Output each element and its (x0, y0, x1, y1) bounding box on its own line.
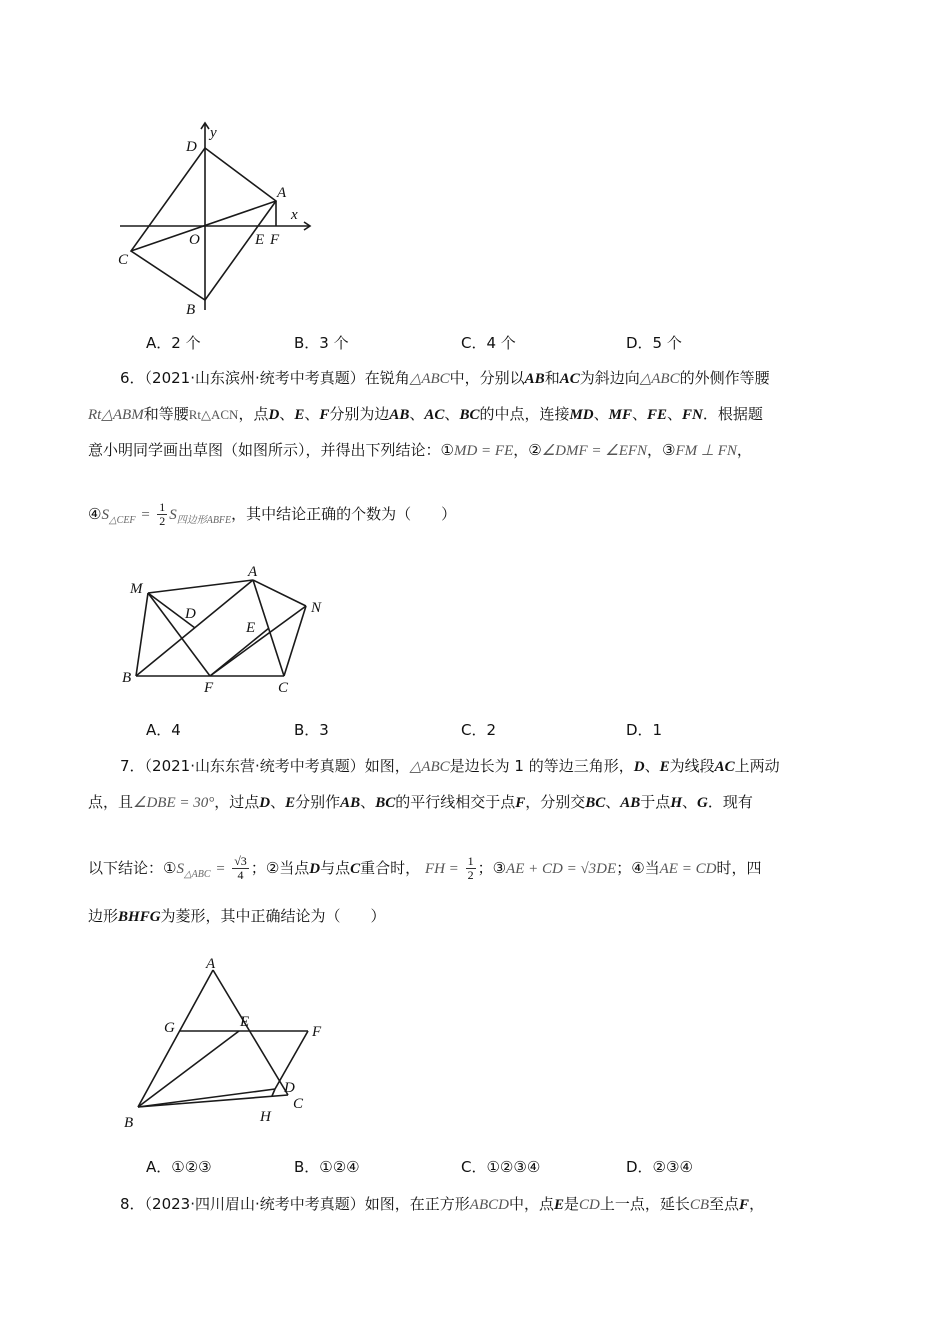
q8-source: （2023·四川眉山·统考中考真题） (144, 1195, 365, 1213)
s-subscript: △ABC (183, 869, 211, 880)
q7-number: 7． (120, 757, 145, 775)
label-d: D (185, 606, 196, 622)
q6-line-3 (88, 432, 752, 469)
q6-text: ， (736, 441, 752, 459)
q5-option-a[interactable]: A．2 个 (146, 334, 201, 352)
segment-ab (138, 970, 213, 1107)
q7-options (0, 1156, 950, 1180)
math-cd: CD (579, 1197, 600, 1213)
fraction-den: 2 (467, 868, 474, 882)
label-o: O (189, 232, 200, 248)
sep: 、 (681, 793, 697, 811)
q6-text: ，③ (647, 441, 676, 459)
q8-number: 8． (120, 1195, 145, 1213)
q6-text: ，② (513, 441, 542, 459)
sep: 、 (593, 405, 609, 423)
label-a: A (206, 956, 216, 972)
math-ab: AB (389, 407, 410, 423)
label-n: N (311, 600, 322, 616)
q6-text: ，点 (238, 405, 269, 423)
math-bc: BC (459, 407, 480, 423)
q7-text: 重合时， (360, 859, 421, 877)
figure-q5-svg (110, 115, 320, 325)
fraction-den: 2 (159, 514, 166, 528)
math-ab: AB (620, 795, 641, 811)
q6-source: （2021·山东滨州·统考中考真题） (144, 369, 365, 387)
q6-text: 在锐角 (364, 369, 410, 387)
label-e: E (255, 232, 265, 248)
q6-options (0, 719, 950, 743)
q7-text: ，过点 (214, 793, 260, 811)
q7-text: 边形 (88, 907, 119, 925)
math-e: E (294, 407, 305, 423)
math-mf: MF (608, 407, 632, 423)
q7-source: （2021·山东东营·统考中考真题） (144, 757, 365, 775)
math-ac: AC (714, 759, 735, 775)
math-d: D (633, 759, 645, 775)
q6-line-4 (88, 496, 456, 539)
q6-line-1 (120, 360, 770, 397)
label-b: B (124, 1115, 134, 1131)
math-rt-abm: Rt△ABM (88, 407, 144, 423)
math-tri-abc: △ABC (639, 371, 680, 387)
q8-text: 是 (563, 1195, 579, 1213)
question-8 (88, 1186, 868, 1226)
q6-text: 的外侧作等腰 (679, 369, 770, 387)
q7-text: 于点 (640, 793, 671, 811)
label-y: y (210, 125, 217, 141)
sep: 、 (644, 757, 660, 775)
s-symbol: S (169, 507, 177, 523)
q8-line-1 (120, 1186, 764, 1223)
sep: 、 (632, 405, 648, 423)
question-7 (88, 748, 868, 938)
q5-option-d[interactable]: D．5 个 (626, 334, 682, 352)
math-bhfg: BHFG (118, 909, 161, 925)
math-ab: AB (340, 795, 361, 811)
math-h: H (670, 795, 682, 811)
q6-text: ④ (88, 505, 102, 523)
math-e: E (659, 759, 670, 775)
math-g: G (697, 795, 708, 811)
q7-text: 是边长为 1 的等边三角形， (449, 757, 634, 775)
label-e: E (240, 1014, 250, 1030)
math-c: C (350, 861, 361, 877)
q7-text: 的平行线相交于点 (395, 793, 516, 811)
math-bc: BC (375, 795, 396, 811)
math-md: MD (569, 407, 594, 423)
q6-text: ，其中结论正确的个数为（ ） (231, 505, 457, 523)
q7-option-d[interactable]: D．②③④ (626, 1158, 693, 1176)
s-subscript: △CEF (108, 515, 136, 526)
quad-dabc (131, 148, 276, 300)
label-d: D (186, 139, 197, 155)
math-d: D (309, 861, 321, 877)
sep: 、 (409, 405, 425, 423)
sep: 、 (304, 405, 320, 423)
math-fe: FE (647, 407, 668, 423)
q7-text: 分别作 (295, 793, 341, 811)
q5-option-b[interactable]: B．3 个 (294, 334, 349, 352)
q7-option-c[interactable]: C．①②③④ (461, 1158, 541, 1176)
label-c: C (293, 1096, 304, 1112)
q6-text: 意小明同学画出草图（如图所示），并得出下列结论：① (88, 441, 454, 459)
math-angle-dbe: ∠DBE = 30° (133, 795, 215, 811)
s-symbol: S (101, 507, 109, 523)
q6-text: 中，分别以 (449, 369, 525, 387)
q7-text: ；②当点 (250, 859, 310, 877)
q6-line-2 (88, 396, 763, 433)
math-conclusion-4: AE = CD (659, 861, 717, 877)
math-fh: FH = (424, 861, 459, 877)
q8-text: 如图，在正方形 (364, 1195, 470, 1213)
q6-text: 为斜边向 (579, 369, 640, 387)
math-bc: BC (585, 795, 606, 811)
fraction-sqrt3-4 (232, 855, 249, 882)
equals: = (140, 507, 151, 523)
q7-text: 为线段 (669, 757, 715, 775)
q7-text: ，分别交 (525, 793, 586, 811)
figure-q5 (110, 115, 320, 325)
math-tri-abc: △ABC (409, 759, 450, 775)
segment-mb (136, 593, 148, 676)
fraction-half (466, 855, 476, 882)
fraction-den: 4 (237, 868, 244, 882)
q7-text: 时，四 (716, 859, 762, 877)
q6-option-d[interactable]: D．1 (626, 721, 663, 739)
math-conclusion-1: MD = FE (453, 443, 514, 459)
label-f: F (270, 232, 280, 248)
math-rt-acn: Rt△ACN (188, 407, 239, 422)
math-abcd: ABCD (469, 1197, 509, 1213)
sep: 、 (360, 793, 376, 811)
sep: 、 (279, 405, 295, 423)
math-conclusion-2: ∠DMF = ∠EFN (541, 443, 648, 459)
q7-text: 上两动 (734, 757, 780, 775)
question-6 (88, 360, 868, 550)
math-e: E (285, 795, 296, 811)
label-x: x (291, 207, 298, 223)
sep: 、 (444, 405, 460, 423)
equals: = (215, 861, 226, 877)
label-c: C (118, 252, 129, 268)
q6-option-c[interactable]: C．2 (461, 721, 497, 739)
q8-text: 中，点 (508, 1195, 554, 1213)
figure-q7-svg (118, 950, 348, 1140)
q5-option-c[interactable]: C．4 个 (461, 334, 516, 352)
q7-line-3 (88, 850, 761, 893)
label-e: E (246, 620, 256, 636)
q5-options (0, 332, 950, 356)
label-b: B (186, 302, 196, 318)
q6-text: 和等腰 (143, 405, 189, 423)
q6-option-a[interactable]: A．4 (146, 721, 181, 739)
math-fn: FN (682, 407, 703, 423)
fraction-num: √3 (234, 854, 247, 868)
s-subscript: 四边形ABFE (176, 515, 232, 526)
math-s-abc (176, 861, 211, 880)
math-ab: AB (524, 371, 545, 387)
label-c: C (278, 680, 289, 696)
segment-fn (210, 606, 306, 676)
q7-text: 如图， (364, 757, 410, 775)
label-m: M (130, 581, 143, 597)
fraction-num: 1 (159, 500, 166, 514)
sep: 、 (667, 405, 683, 423)
q6-option-b[interactable]: B．3 (294, 721, 329, 739)
sep: 、 (270, 793, 286, 811)
segment-nc (284, 606, 306, 676)
q8-text: 至点 (709, 1195, 740, 1213)
math-s-quad (169, 507, 232, 526)
q8-text: ， (749, 1195, 765, 1213)
label-a: A (248, 564, 258, 580)
q6-number: 6． (120, 369, 145, 387)
math-conclusion-3: AE + CD = √3DE (506, 861, 617, 877)
label-f: F (312, 1024, 322, 1040)
q7-line-1 (120, 748, 780, 785)
label-h: H (260, 1109, 271, 1125)
fraction-num: 1 (467, 854, 474, 868)
math-e: E (553, 1197, 564, 1213)
math-tri-abc: △ABC (409, 371, 450, 387)
label-d: D (284, 1080, 295, 1096)
q6-text: 和 (544, 369, 560, 387)
q6-text: 的中点，连接 (479, 405, 570, 423)
math-ac: AC (424, 407, 445, 423)
q7-text: ；③ (477, 859, 507, 877)
label-f: F (204, 680, 214, 696)
q6-text: ．根据题 (702, 405, 763, 423)
label-b: B (122, 670, 132, 686)
math-d: D (268, 407, 280, 423)
s-symbol: S (176, 861, 184, 877)
q7-text: ；④当 (616, 859, 660, 877)
figure-q6 (118, 560, 338, 700)
sep: 、 (605, 793, 621, 811)
math-conclusion-3: FM ⊥ FN (675, 443, 737, 459)
q7-line-2 (88, 784, 753, 821)
q7-text: 为菱形，其中正确结论为（ ） (160, 907, 386, 925)
math-cb: CB (689, 1197, 710, 1213)
q6-text: 分别为边 (329, 405, 390, 423)
segment-mf (148, 593, 210, 676)
math-f: F (319, 407, 330, 423)
fraction-half (157, 501, 167, 528)
q7-text: 点，且 (88, 793, 134, 811)
math-ac: AC (559, 371, 580, 387)
label-a: A (277, 185, 287, 201)
q7-text: 以下结论：① (88, 859, 177, 877)
segment-ac (213, 970, 288, 1095)
q7-text: ．现有 (707, 793, 753, 811)
math-f: F (515, 795, 526, 811)
q7-text: 与点 (320, 859, 351, 877)
math-d: D (259, 795, 271, 811)
q7-line-4 (88, 898, 386, 935)
math-f: F (739, 1197, 750, 1213)
math-s-cef (101, 507, 136, 526)
q8-text: 上一点，延长 (599, 1195, 690, 1213)
figure-q6-svg (118, 560, 338, 700)
label-g: G (164, 1020, 175, 1036)
q7-option-a[interactable]: A．①②③ (146, 1158, 212, 1176)
figure-q7 (118, 950, 348, 1140)
segment-ma (148, 580, 253, 593)
q7-option-b[interactable]: B．①②④ (294, 1158, 360, 1176)
